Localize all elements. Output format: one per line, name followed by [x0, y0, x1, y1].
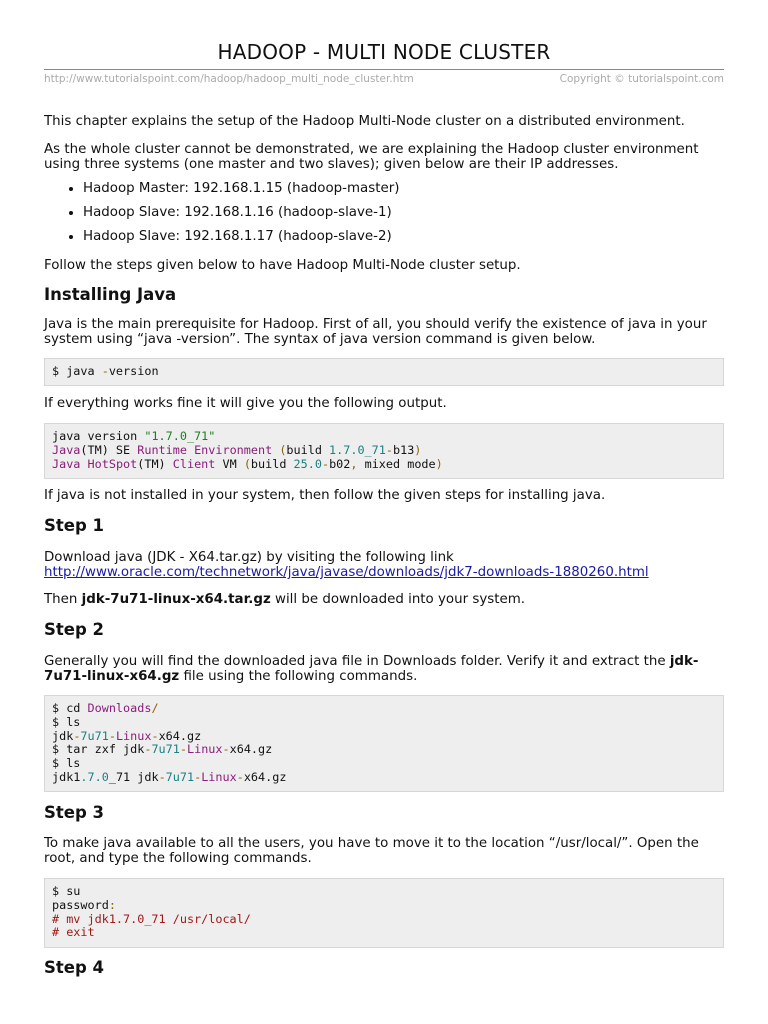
code-token: 7u71 [151, 742, 180, 757]
code-token: - [222, 742, 230, 757]
list-item-text: Hadoop Master: 192.168.1.15 (hadoop-master) [83, 181, 400, 196]
step2-paragraph-1 [44, 654, 724, 684]
code-token: ( [243, 456, 251, 471]
step2-paragraph-1-post: file using the following commands. [179, 669, 418, 684]
jdk-file-name-part-2: 7u71-linux-x64.gz [44, 669, 180, 684]
code-token: 7u71 [80, 728, 109, 743]
code-token: (TM) SE [80, 442, 138, 457]
code-token: HotSpot [87, 456, 138, 471]
list-item [44, 205, 399, 229]
code-token: 25.0 [293, 456, 322, 471]
code-token: Client [172, 456, 216, 471]
source-url: http://www.tutorialspoint.com/hadoop/hadoop_multi_node_cluster.htm [44, 73, 414, 85]
code-token: $ ls [52, 756, 81, 771]
bullet-dot [69, 187, 73, 191]
bullet-dot [69, 235, 73, 239]
code-token: 7u71 [165, 769, 195, 784]
code-token: Linux [186, 742, 223, 757]
code-token: / [151, 701, 159, 715]
list-item-text: Hadoop Slave: 192.168.1.16 (hadoop-slave-1) [83, 205, 392, 220]
step1-paragraph-2-post: will be downloaded into your system. [270, 592, 526, 607]
java-paragraph-1-line-2: system using “java -version”. The syntax of java version command is given below. [44, 332, 596, 347]
java-paragraph-2: If everything works fine it will give you the following output. [44, 396, 447, 411]
code-token: ( [279, 442, 287, 457]
code-token: $ java [52, 364, 102, 378]
code-token: Downloads [87, 701, 152, 715]
code-token: x64.gz [243, 769, 287, 784]
ip-address-list [44, 181, 399, 253]
code-token: , [350, 456, 358, 471]
step2-paragraph-1-pre: Generally you will find the downloaded java file in Downloads folder. Verify it and extract the [44, 654, 670, 669]
copyright-notice: Copyright © tutorialspoint.com [559, 73, 724, 85]
step1-paragraph-2 [44, 592, 724, 607]
code-token: - [321, 456, 330, 471]
code-token: $ su [52, 884, 81, 898]
code-token: build [250, 456, 294, 471]
code-token: Linux [115, 728, 152, 743]
code-token: Linux [201, 769, 237, 784]
code-token: version [108, 364, 159, 378]
java-paragraph-1-line-1: Java is the main prerequisite for Hadoop. First of all, you should verify the existence of java in your [44, 317, 707, 332]
bullet-dot [69, 211, 73, 215]
header-divider [44, 69, 724, 70]
code-token: b02 [329, 456, 351, 471]
list-item-text: Hadoop Slave: 192.168.1.17 (hadoop-slave-2) [83, 229, 392, 244]
code-token: x64.gz [229, 742, 273, 757]
code-token: 1.7.0_71 [329, 442, 386, 457]
step1-paragraph-2-pre: Then [44, 592, 82, 607]
section-heading-step-4: Step 4 [44, 958, 104, 977]
code-token: # mv jdk1.7.0_71 /usr/local/ [52, 911, 251, 926]
code-token: Java [52, 456, 81, 471]
code-token: ) [435, 456, 443, 471]
code-token: Java [52, 442, 81, 457]
code-token: - [108, 728, 116, 743]
intro-paragraph-3: Follow the steps given below to have Hadoop Multi-Node cluster setup. [44, 258, 521, 273]
code-token: - [73, 728, 81, 743]
code-token: - [151, 728, 159, 743]
intro-paragraph-2-line-2: using three systems (one master and two slaves); given below are their IP addresses. [44, 157, 619, 172]
code-token: - [101, 364, 109, 378]
code-block-move-java[interactable] [44, 878, 724, 948]
code-token: ) [414, 442, 422, 457]
code-block-java-version[interactable] [44, 358, 724, 386]
step1-paragraph-1-text: Download java (JDK - X64.tar.gz) by visiting the following link [44, 550, 454, 565]
section-heading-step-1: Step 1 [44, 516, 104, 535]
code-token: .7.0 [80, 769, 109, 784]
code-block-java-output[interactable] [44, 423, 724, 479]
java-paragraph-1 [44, 317, 724, 347]
section-heading-step-3: Step 3 [44, 803, 104, 822]
step3-paragraph-1-line-1: To make java available to all the users, you have to move it to the location “/usr/local/”. Open the [44, 836, 699, 851]
step3-paragraph-1-line-2: root, and type the following commands. [44, 851, 312, 866]
list-item [44, 229, 399, 253]
code-token: x64.gz [158, 728, 202, 743]
list-item [44, 181, 399, 205]
intro-paragraph-2-line-1: As the whole cluster cannot be demonstrated, we are explaining the Hadoop cluster environment [44, 142, 699, 157]
jdk-download-link[interactable]: http://www.oracle.com/technetwork/java/javase/downloads/jdk7-downloads-1880260.html [44, 565, 649, 580]
code-token: # exit [52, 925, 95, 940]
code-token: - [179, 742, 187, 757]
code-token: b13 [392, 442, 415, 457]
code-token: (TM) [137, 456, 173, 471]
jdk-file-name-part-1: jdk- [669, 654, 699, 669]
code-token: Runtime Environment [137, 442, 273, 457]
jdk-archive-name: jdk-7u71-linux-x64.tar.gz [81, 592, 271, 607]
code-token: mixed mode [357, 456, 436, 471]
step3-paragraph-1 [44, 836, 724, 866]
code-token: "1.7.0_71" [144, 429, 216, 443]
section-heading-step-2: Step 2 [44, 620, 104, 639]
code-token: - [236, 769, 244, 784]
code-token: password [52, 897, 109, 912]
page-title: HADOOP - MULTI NODE CLUSTER [217, 40, 551, 64]
code-token: - [385, 442, 393, 457]
intro-paragraph-2 [44, 142, 724, 172]
code-token: java version [52, 429, 145, 443]
code-token: VM [215, 456, 244, 471]
code-token: $ tar zxf jdk [52, 742, 145, 757]
step1-paragraph-1 [44, 550, 724, 580]
code-token: $ ls [52, 714, 81, 729]
code-token: - [158, 769, 166, 784]
code-token: jdk1 [52, 769, 81, 784]
code-token: _71 jdk [108, 769, 159, 784]
code-block-extract-commands[interactable] [44, 695, 724, 792]
intro-paragraph-1: This chapter explains the setup of the Hadoop Multi-Node cluster on a distributed environment. [44, 114, 685, 129]
code-token: - [144, 742, 152, 757]
code-token: build [286, 442, 330, 457]
section-heading-installing-java: Installing Java [44, 285, 177, 304]
code-token: : [108, 897, 116, 912]
java-paragraph-3: If java is not installed in your system, then follow the given steps for installing java. [44, 488, 606, 503]
code-token [80, 457, 87, 471]
code-token: $ cd [52, 701, 88, 715]
code-token: - [194, 769, 202, 784]
code-token: jdk [52, 728, 74, 743]
